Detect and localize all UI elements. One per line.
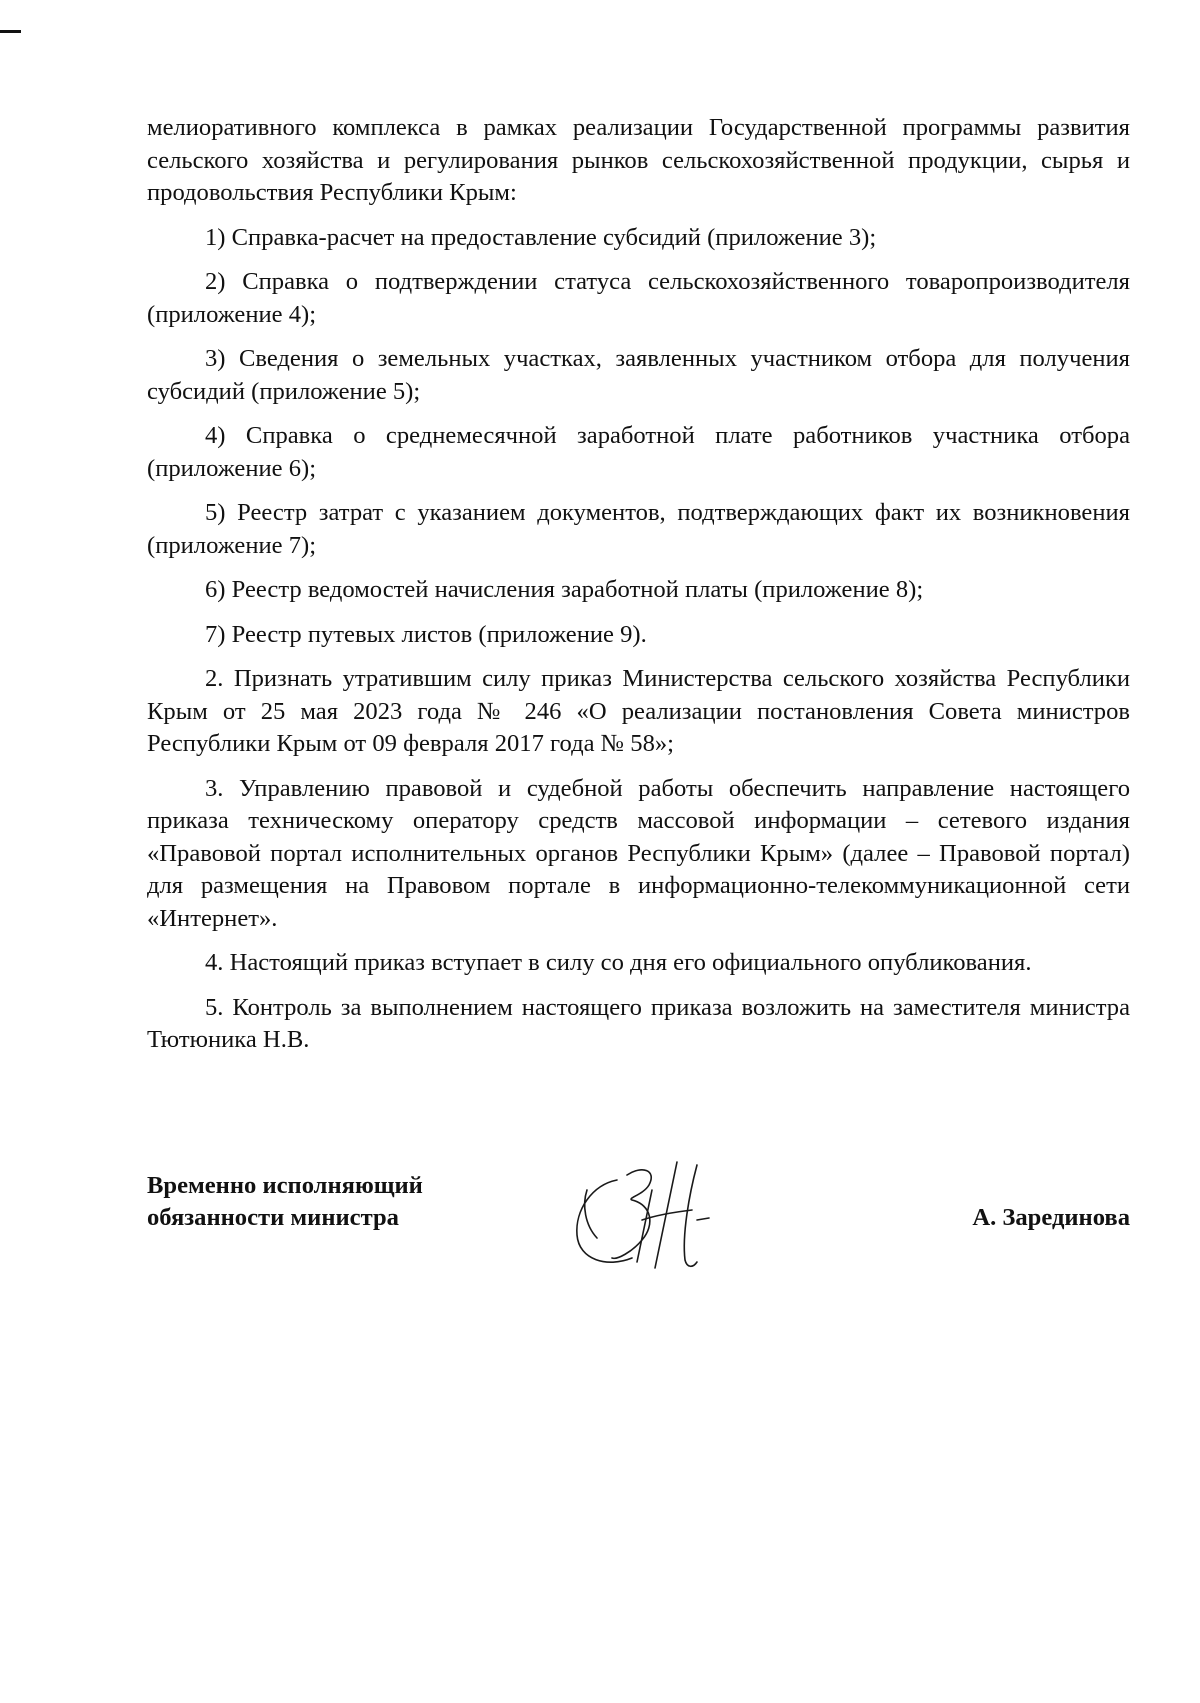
list-item: 2) Справка о подтверждении статуса сельскохозяйственного товаропроизводителя (приложение 4);	[147, 268, 1130, 328]
paragraph-clause-5: 5. Контроль за выполнением настоящего приказа возложить на заместителя министра Тютюника Н.В.	[147, 993, 1130, 1053]
paragraph-clause-4: 4. Настоящий приказ вступает в силу со дня его официального опубликования.	[205, 949, 1032, 976]
signatory-name: А. Зарединова	[972, 1204, 1130, 1231]
list-item: 6) Реестр ведомостей начисления заработной платы (приложение 8);	[205, 576, 924, 603]
list-item: 1) Справка-расчет на предоставление субсидий (приложение 3);	[205, 223, 877, 251]
signatory-title-line-1: Временно исполняющий	[147, 1172, 423, 1199]
signatory-title-line-2: обязанности министра	[147, 1204, 399, 1231]
handwritten-signature	[557, 1150, 757, 1280]
paragraph-clause-2: 2. Признать утратившим силу приказ Министерства сельского хозяйства Республики Крым от 25 мая 2023 года № 246 «О реализации постановления Совета министров Республики Крым от 09 февраля 2017 года № 58»;	[147, 665, 1130, 757]
paragraph-clause-3: 3. Управлению правовой и судебной работы обеспечить направление настоящего приказа техническому оператору средств массовой информации – сетевого издания «Правовой портал исполнительных органов Республики Крым» (далее – Правовой портал) для размещения на Правовом портале в информационно-телекоммуникационной сети «Интернет».	[147, 774, 1130, 932]
list-item: 4) Справка о среднемесячной заработной плате работников участника отбора (приложение 6);	[147, 422, 1130, 482]
document-body	[147, 112, 1130, 1057]
corner-mark	[0, 30, 21, 33]
signatory-title	[147, 1170, 423, 1234]
list-item: 7) Реестр путевых листов (приложение 9).	[205, 620, 647, 648]
list-item: 5) Реестр затрат с указанием документов, подтверждающих факт их возникновения (приложение 7);	[147, 499, 1130, 559]
signature-block	[147, 1170, 1130, 1280]
list-item: 3) Сведения о земельных участках, заявленных участником отбора для получения субсидий (приложение 5);	[147, 345, 1130, 405]
paragraph-intro: мелиоративного комплекса в рамках реализации Государственной программы развития сельского хозяйства и регулирования рынков сельскохозяйственной продукции, сырья и продовольствия Республики Крым:	[147, 114, 1130, 206]
